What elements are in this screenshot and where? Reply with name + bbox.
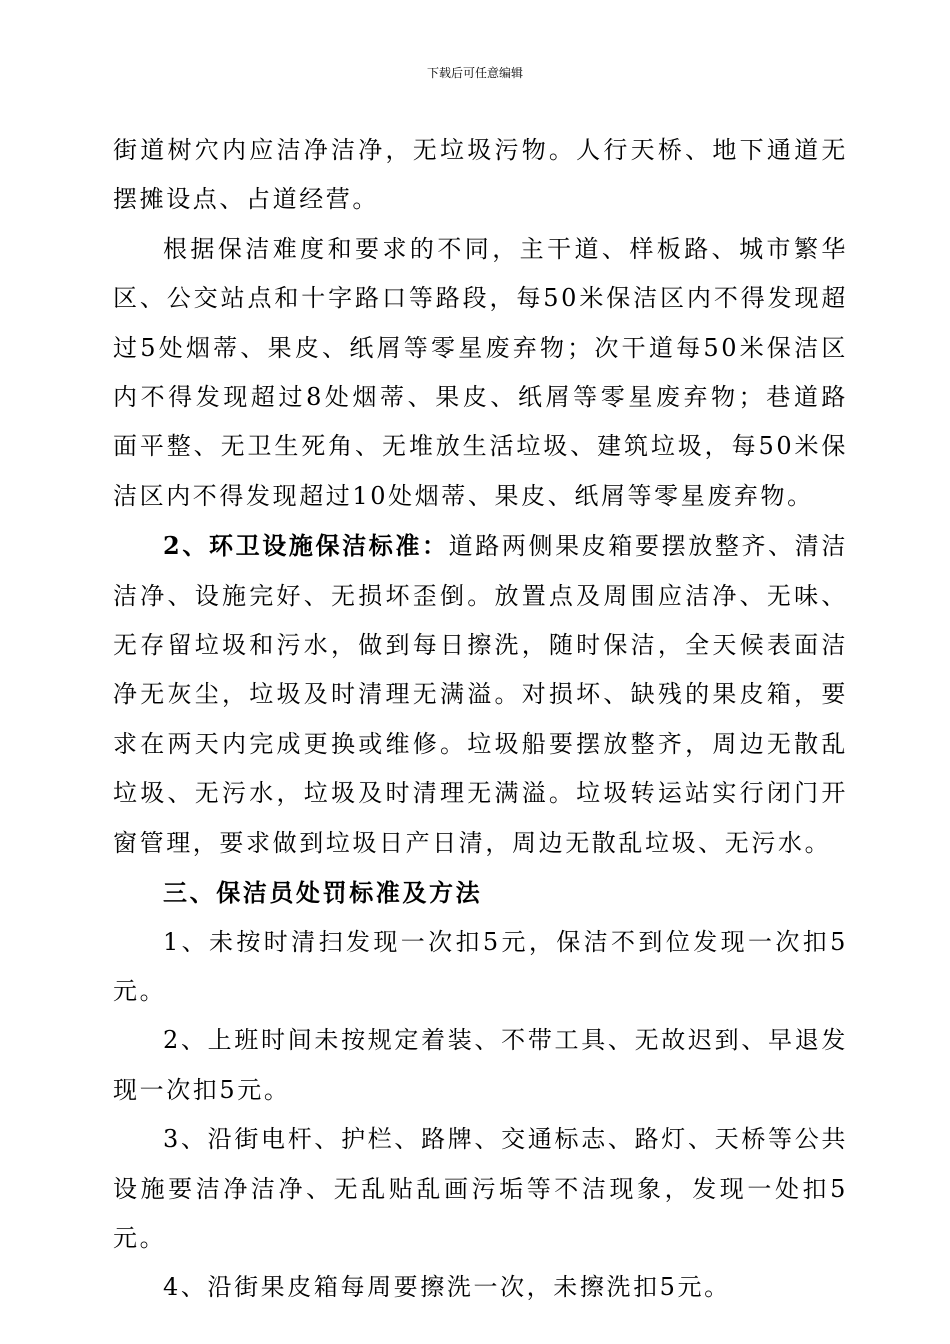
section-title-penalties: 三、保洁员处罚标准及方法 (163, 878, 483, 908)
penalty-item-4: 4、沿街果皮箱每周要擦洗一次，未擦洗扣5元。 (163, 1273, 731, 1302)
penalty-item-1: 1、未按时清扫发现一次扣5元，保洁不到位发现一次扣5元。 (113, 927, 848, 1005)
paragraph-sanitation-facilities (113, 521, 848, 868)
paragraph-facilities-text: 道路两侧果皮箱要摆放整齐、清洁洁净、设施完好、无损坏歪倒。放置点及周围应洁净、无味、无存留垃圾和污水，做到每日擦洗，随时保洁，全天候表面洁净无灰尘，垃圾及时清理无满溢。对损坏、缺残的果皮箱，要求在两天内完成更换或维修。垃圾船要摆放整齐，周边无散乱垃圾、无污水，垃圾及时清理无满溢。垃圾转运站实行闭门开窗管理，要求做到垃圾日产日清，周边无散乱垃圾、无污水。 (113, 532, 848, 857)
penalty-item-2: 2、上班时间未按规定着装、不带工具、无故迟到、早退发现一次扣5元。 (113, 1026, 848, 1104)
page-header: 下载后可任意编辑 (426, 66, 523, 80)
paragraph-cleaning-levels: 根据保洁难度和要求的不同，主干道、样板路、城市繁华区、公交站点和十字路口等路段，每50米保洁区内不得发现超过5处烟蒂、果皮、纸屑等零星废弃物；次干道每50米保洁区内不得发现超过8处烟蒂、果皮、纸屑等零星废弃物；巷道路面平整、无卫生死角、无堆放生活垃圾、建筑垃圾，每50米保洁区内不得发现超过10处烟蒂、果皮、纸屑等零星废弃物。 (113, 234, 848, 510)
penalty-item-3: 3、沿街电杆、护栏、路牌、交通标志、路灯、天桥等公共设施要洁净洁净、无乱贴乱画污垢等不洁现象，发现一处扣5元。 (113, 1125, 848, 1252)
paragraph-street-tree-pits: 街道树穴内应洁净洁净，无垃圾污物。人行天桥、地下通道无摆摊设点、占道经营。 (113, 136, 848, 214)
document-body (113, 126, 848, 1313)
section-heading-facilities: 2、环卫设施保洁标准： (163, 531, 449, 561)
